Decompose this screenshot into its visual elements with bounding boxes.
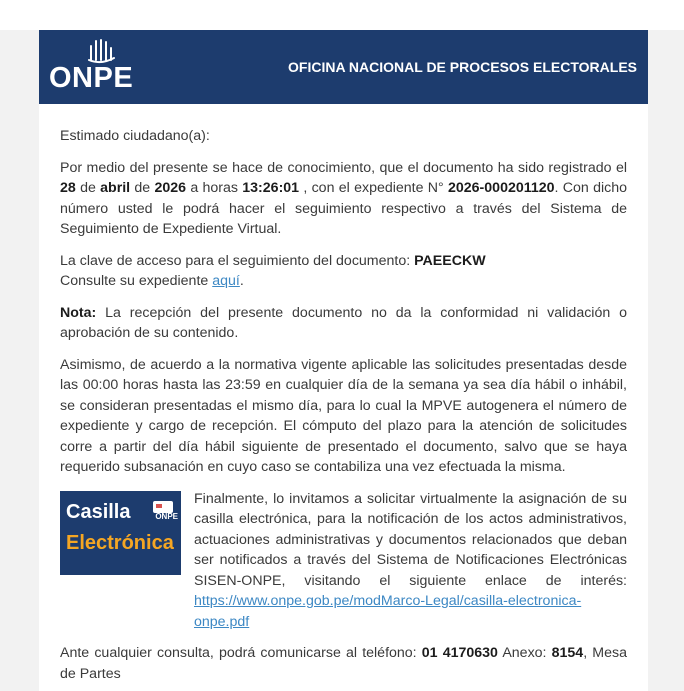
text-fragment: Ante cualquier consulta, podrá comunicarse al teléfono: bbox=[60, 645, 422, 661]
nota-paragraph bbox=[60, 303, 627, 344]
logo-text: ONPE bbox=[49, 62, 134, 94]
ballot-hand-icon bbox=[87, 38, 117, 64]
text-fragment: a horas bbox=[186, 180, 243, 196]
schedule-paragraph: Asimismo, de acuerdo a la normativa vigente aplicable las solicitudes presentadas desde las 00:00 horas hasta las 23:59 en cualquier día de la semana ya sea día hábil o inhábil, se consideran presentadas el mismo día, para lo cual la MPVE autogenera el número de expediente y cargo de recepción. El cómputo del plazo para la atención de solicitudes corre a partir del día hábil siguiente de presentado el documento, salvo que se haya requerido subsanación en cuyo caso se contabiliza una vez efectuada la misma. bbox=[60, 356, 627, 475]
text-fragment: . Con dicho número usted le podrá hacer el seguimiento respectivo a través del Sistema de Seguimiento de Expediente Virtual. bbox=[60, 180, 627, 237]
registration-time: 13:26:01 bbox=[242, 180, 300, 196]
casilla-description: Finalmente, lo invitamos a solicitar virtualmente la asignación de su casilla electrónica, para la notificación de los actos administrativos, actuaciones administrativas y documentos relacionados que deban ser notificados a través del Sistema de Notificaciones Electrónicas SISEN-ONPE, visitando el siguiente enlace de interés: bbox=[194, 490, 627, 589]
nota-label: Nota: bbox=[60, 304, 97, 321]
text-fragment: , Mesa de Partes bbox=[60, 645, 627, 682]
anexo-number: 8154 bbox=[551, 645, 584, 661]
casilla-url-link[interactable]: https://www.onpe.gob.pe/modMarco-Legal/casilla-electronica-onpe.pdf bbox=[194, 593, 582, 630]
casilla-electronica-badge bbox=[60, 491, 181, 575]
text-fragment: Consulte su expediente bbox=[60, 273, 213, 289]
email-body bbox=[39, 104, 648, 684]
badge-line2: Electrónica bbox=[66, 531, 174, 554]
access-key: PAEECKW bbox=[414, 252, 486, 269]
registration-paragraph bbox=[60, 158, 627, 240]
expediente-link[interactable]: aquí bbox=[212, 273, 240, 289]
registration-month: abril bbox=[100, 180, 131, 196]
registration-year: 2026 bbox=[154, 180, 187, 196]
registration-day: 28 bbox=[60, 180, 76, 196]
text-fragment: de bbox=[75, 180, 101, 196]
casilla-text bbox=[194, 489, 627, 633]
expediente-number: 2026-000201120 bbox=[448, 180, 555, 196]
text-fragment: Anexo: bbox=[497, 645, 552, 661]
email-card bbox=[39, 30, 648, 691]
greeting: Estimado ciudadano(a): bbox=[60, 128, 210, 144]
badge-mini-label: ONPE bbox=[155, 511, 178, 521]
badge-line1: Casilla bbox=[66, 500, 131, 523]
onpe-logo bbox=[49, 38, 159, 98]
text-fragment: , con el expediente N° bbox=[299, 180, 448, 196]
header-title: OFICINA NACIONAL DE PROCESOS ELECTORALES bbox=[288, 59, 637, 75]
access-key-paragraph bbox=[60, 251, 627, 292]
email-header bbox=[39, 30, 648, 104]
text-fragment: . bbox=[239, 273, 244, 289]
contact-paragraph bbox=[60, 643, 627, 684]
phone-number: 01 4170630 bbox=[421, 645, 498, 661]
nota-text: La recepción del presente documento no da la conformidad ni validación o aprobación de su contenido. bbox=[60, 304, 627, 341]
text-fragment: Por medio del presente se hace de conocimiento, que el documento ha sido registrado el bbox=[60, 159, 627, 176]
top-strip bbox=[0, 0, 684, 30]
casilla-section bbox=[60, 489, 627, 633]
text-fragment: La clave de acceso para el seguimiento del documento: bbox=[60, 252, 415, 269]
text-fragment: de bbox=[130, 180, 155, 196]
